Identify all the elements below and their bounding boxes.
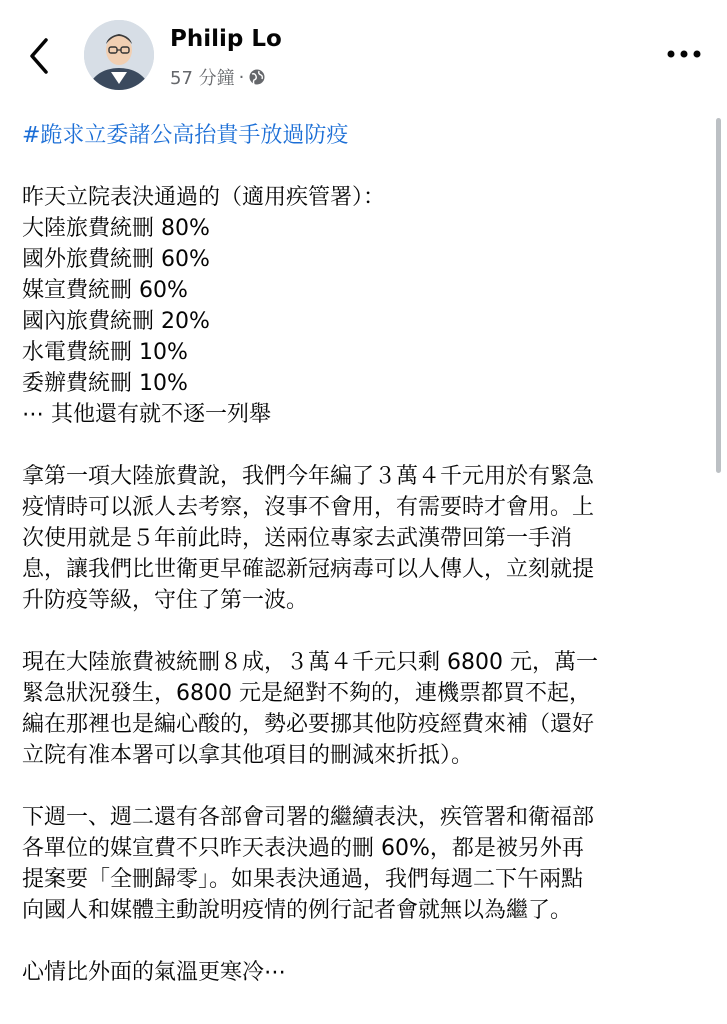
- post-line: 拿第一項大陸旅費說，我們今年編了３萬４千元用於有緊急: [22, 464, 595, 489]
- post-line: 心情比外面的氣溫更寒冷⋯: [22, 960, 287, 985]
- avatar[interactable]: [84, 20, 154, 90]
- post-line: 次使用就是５年前此時，送兩位專家去武漢帶回第一手消: [22, 526, 573, 551]
- post-body: [22, 120, 712, 988]
- post-line: 現在大陸旅費被統刪８成，３萬４千元只剩 6800 元，萬一: [22, 650, 598, 675]
- post-line: 提案要「全刪歸零」。如果表決通過，我們每週二下午兩點: [22, 867, 584, 892]
- post-line: 國內旅費統刪 20%: [22, 309, 210, 334]
- paragraph-gap: [22, 616, 712, 647]
- post-line: 各單位的媒宣費不只昨天表決過的刪 60%，都是被另外再: [22, 836, 584, 861]
- paragraph-gap: [22, 926, 712, 957]
- back-arrow-icon: [22, 34, 62, 78]
- post-line: 大陸旅費統刪 80%: [22, 216, 210, 241]
- back-button[interactable]: [22, 34, 62, 78]
- post-line: 息，讓我們比世衛更早確認新冠病毒可以人傳人，立刻就提: [22, 557, 595, 582]
- paragraph-gap: [22, 151, 712, 182]
- post-line: 國外旅費統刪 60%: [22, 247, 210, 272]
- post-line: 水電費統刪 10%: [22, 340, 188, 365]
- scrollbar[interactable]: [716, 118, 721, 473]
- post-line: 向國人和媒體主動說明疫情的例行記者會就無以為繼了。: [22, 898, 573, 923]
- post-time[interactable]: 57 分鐘: [170, 68, 235, 89]
- avatar-image: [84, 20, 154, 90]
- more-dots-icon: [666, 44, 702, 64]
- post-header: [0, 0, 727, 110]
- post-line: 升防疫等級，守住了第一波。: [22, 588, 309, 613]
- more-options-button[interactable]: [666, 44, 702, 64]
- paragraph-gap: [22, 430, 712, 461]
- post-line: 昨天立院表決通過的（適用疾管署）：: [22, 185, 386, 210]
- post-line: 緊急狀況發生，6800 元是絕對不夠的，連機票都買不起，: [22, 681, 591, 706]
- post-line: ⋯ 其他還有就不逐一列舉: [22, 402, 271, 427]
- post-line: 委辦費統刪 10%: [22, 371, 188, 396]
- hashtag-link[interactable]: #跪求立委諸公高抬貴手放過防疫: [22, 123, 349, 148]
- post-line: 下週一、週二還有各部會司署的繼續表決，疾管署和衛福部: [22, 805, 595, 830]
- globe-icon: [248, 68, 266, 86]
- meta-separator: ·: [238, 66, 245, 88]
- author-name[interactable]: Philip Lo: [170, 26, 282, 52]
- paragraph-gap: [22, 771, 712, 802]
- post-line: 疫情時可以派人去考察，沒事不會用，有需要時才會用。上: [22, 495, 595, 520]
- post-line: 媒宣費統刪 60%: [22, 278, 188, 303]
- post-line: 編在那裡也是編心酸的，勢必要挪其他防疫經費來補（還好: [22, 712, 595, 737]
- post-meta: [170, 64, 266, 90]
- post-line: 立院有准本署可以拿其他項目的刪減來折抵）。: [22, 743, 474, 768]
